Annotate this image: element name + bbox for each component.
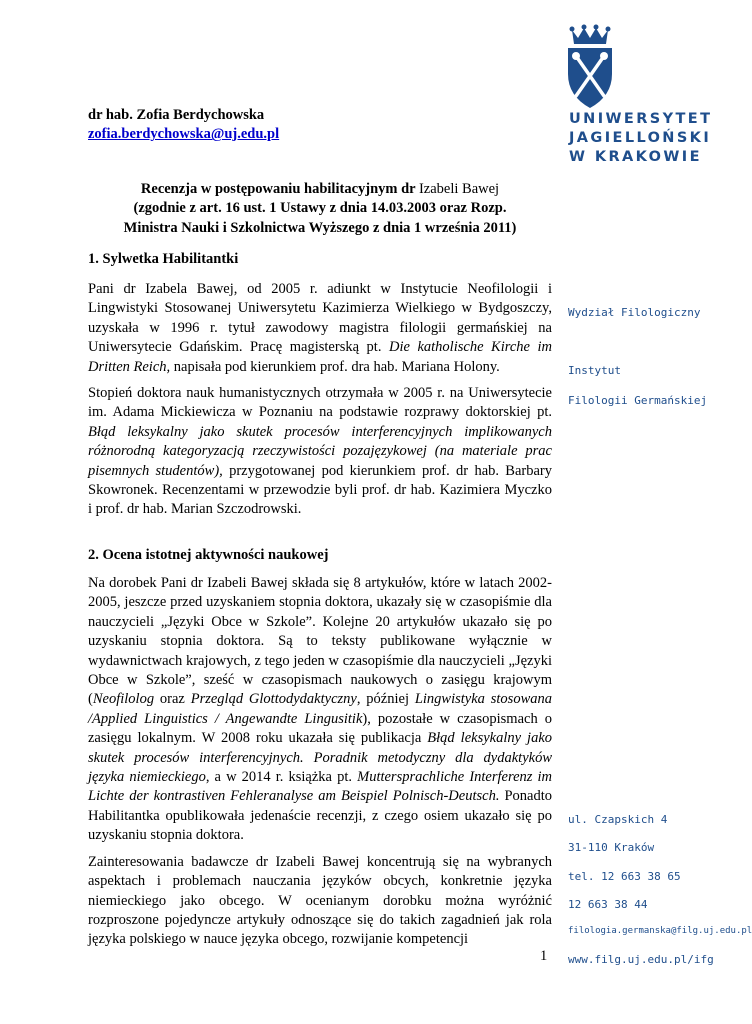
section2-body	[88, 574, 552, 950]
sidebar-institute-line2: Filologii Germańskiej	[568, 394, 708, 407]
sidebar-faculty: Wydział Filologiczny	[568, 306, 701, 319]
author-name: dr hab. Zofia Berdychowska	[88, 107, 265, 123]
university-crest-icon	[564, 24, 616, 112]
sidebar-website: www.filg.uj.edu.pl/ifg	[568, 953, 714, 966]
university-name-line3: W KRAKOWIE	[569, 149, 702, 165]
sidebar-address-city: 31-110 Kraków	[568, 841, 655, 854]
title-line3: Ministra Nauki i Szkolnictwa Wyższego z dnia 1 września 2011)	[123, 219, 517, 236]
section2-paragraph1: Na dorobek Pani dr Izabeli Bawej składa się 8 artykułów, które w latach 2002-2005, jeszcze przed uzyskaniem stopnia doktora, ukazały się w czasopiśmie dla nauczycieli „Języki Obce w Szkole”. Kolejne 20 artykułów ukazało się po uzyskaniu stopnia doktora. Są to teksty publikowane wyłącznie w wydawnictwach krajowych, z tego jeden w czasopiśmie dla nauczycieli „Języki Obce w Szkole”, sześć w czasopismach naukowych o zasięgu krajowym (Neofilolog oraz Przegląd Glottodydaktyczny, później Lingwistyka stosowana /Applied Linguistics / Angewandte Lingusitik), pozostałe w czasopismach o zasięgu lokalnym. W 2008 roku ukazała się publikacja Błąd leksykalny jako skutek procesów interferencyjnych. Poradnik metodyczny dla dydaktyków języka niemieckiego, a w 2014 r. książka pt. Muttersprachliche Interferenz im Lichte der kontrastiven Fehleranalyse am Beispiel Polnisch-Deutsch. Ponadto Habilitantka opublikowała jedenaście recenzji, z czego osiem ukazało się po uzyskaniu stopnia doktora.	[88, 575, 553, 844]
title-line1-bold: Recenzja w postępowaniu habilitacyjnym dr	[140, 181, 416, 197]
sidebar-phone2: 12 663 38 44	[568, 898, 648, 911]
thesis-title-ma: Die katholische Kirche im Dritten Reich,	[88, 339, 552, 375]
section1-heading: 1. Sylwetka Habilitantki	[88, 251, 239, 267]
section1-paragraph1: Pani dr Izabela Bawej, od 2005 r. adiunkt w Instytucie Neofilologii i Lingwistyki Stosowanej Uniwersytetu Kazimierza Wielkiego w Bydgoszczy, uzyskała w 1996 r. tytuł zawodowy magistra filologii germańskiej na Uniwersytecie Gdańskim. Pracę magisterską pt. Die katholische Kirche im Dritten Reich, napisała pod kierunkiem prof. dra hab. Mariana Holony.	[88, 281, 552, 375]
sidebar-address-street: ul. Czapskich 4	[568, 813, 668, 826]
author-block	[88, 106, 552, 145]
author-email-link[interactable]: zofia.berdychowska@uj.edu.pl	[88, 126, 280, 143]
sidebar-phone1: tel. 12 663 38 65	[568, 870, 681, 883]
thesis-title-phd: Błąd leksykalny jako skutek procesów interferencyjnych implikowanych różnorodną kategoryzacją rzeczywistości pozajęzykowej (na materiale prac pisemnych studentów),	[88, 423, 552, 479]
title-line1-name: Izabeli Bawej	[418, 181, 500, 197]
section2-heading: 2. Ocena istotnej aktywności naukowej	[88, 547, 329, 563]
review-title	[88, 180, 552, 238]
section2-paragraph2: Zainteresowania badawcze dr Izabeli Bawej koncentrują się na wybranych aspektach i problemach nauczania języków obcych, konkretnie języka niemieckiego jako obcego. W ocenianym dorobku można wyróżnić rozproszone pojedyncze artykuły odnoszące się do takich zagadnień jak rola języka polskiego w nauce języka obcego, rozwijanie kompetencji	[88, 853, 552, 948]
page-number: 1	[540, 948, 548, 964]
university-name-line1: UNIWERSYTET	[569, 111, 713, 127]
section1-paragraph2: Stopień doktora nauk humanistycznych otrzymała w 2005 r. na Uniwersytecie im. Adama Mickiewicza w Poznaniu na podstawie rozprawy doktorskiej pt. Błąd leksykalny jako skutek procesów interferencyjnych implikowanych różnorodną kategoryzacją rzeczywistości pozajęzykowej (na materiale prac pisemnych studentów), przygotowanej pod kierunkiem prof. dr hab. Barbary Skowronek. Recenzentami w przewodzie byli prof. dr hab. Kazimiera Myczko i prof. dr hab. Marian Szczodrowski.	[88, 385, 553, 518]
title-line2: (zgodnie z art. 16 ust. 1 Ustawy z dnia 14.03.2003 oraz Rozp.	[133, 200, 507, 217]
university-name	[569, 110, 719, 167]
university-name-line2: JAGIELLOŃSKI	[569, 130, 712, 146]
sidebar-email: filologia.germanska@filg.uj.edu.pl	[568, 926, 752, 936]
section1-body	[88, 280, 552, 520]
sidebar-institute-line1: Instytut	[568, 364, 621, 377]
